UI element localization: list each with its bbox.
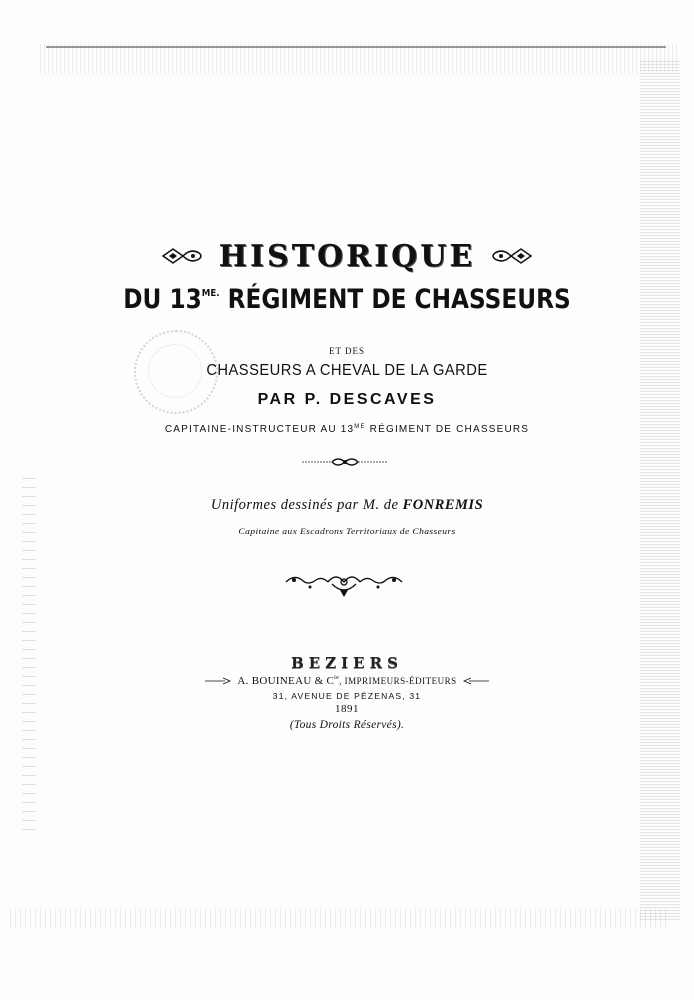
publisher-line-left-icon: [205, 676, 231, 686]
scan-edge-top-line: [46, 46, 666, 48]
publisher-line-right-icon: [463, 676, 489, 686]
et-des-text: ET DES: [328, 346, 366, 356]
author-title-superscript: ME: [354, 424, 366, 430]
subtitle-suffix: RÉGIMENT DE CHASSEURS: [219, 284, 571, 315]
author-line: PAR P. DESCAVES: [257, 391, 437, 408]
publisher-superscript: ie: [334, 675, 340, 681]
author-title-prefix: CAPITAINE-INSTRUCTEUR AU 13: [164, 424, 355, 435]
author-title: [0, 424, 694, 435]
chasseurs-garde-text: CHASSEURS A CHEVAL DE LA GARDE: [206, 362, 488, 379]
publisher-prefix: A. BOUINEAU & C: [237, 675, 335, 687]
illustrator-prefix: Uniformes dessinés par M. de: [210, 497, 403, 513]
publisher-row: [0, 673, 694, 689]
scroll-divider-icon: [282, 570, 406, 600]
scan-edge-right: [640, 60, 680, 920]
subtitle-superscript: ME.: [201, 288, 220, 299]
illustrator-line: [0, 497, 694, 514]
illustrator-name: FONREMIS: [402, 497, 484, 513]
title-row: [0, 236, 694, 276]
page-title: HISTORIQUE: [218, 238, 476, 274]
scan-edge-top: [40, 44, 680, 74]
imprint-city: BEZIERS: [291, 654, 403, 672]
fleuron-ornament-icon: [161, 245, 205, 267]
scan-edge-bottom: [10, 908, 670, 928]
subtitle: [49, 284, 646, 315]
publisher-suffix: , IMPRIMEURS-ÉDITEURS: [339, 676, 457, 686]
rights-notice: (Tous Droits Réservés).: [289, 719, 405, 731]
fleuron-ornament-icon: [489, 245, 533, 267]
author-title-suffix: RÉGIMENT DE CHASSEURS: [365, 424, 530, 435]
publisher-name: [237, 675, 456, 687]
illustrator-title: Capitaine aux Escadrons Territoriaux de Chasseurs: [238, 527, 456, 536]
publisher-address: 31, AVENUE DE PÉZENAS, 31: [272, 691, 422, 701]
scan-edge-left: [22, 470, 36, 830]
scroll-divider-icon: [300, 455, 390, 469]
subtitle-prefix: DU 13: [123, 284, 202, 315]
publication-year: 1891: [335, 703, 359, 715]
